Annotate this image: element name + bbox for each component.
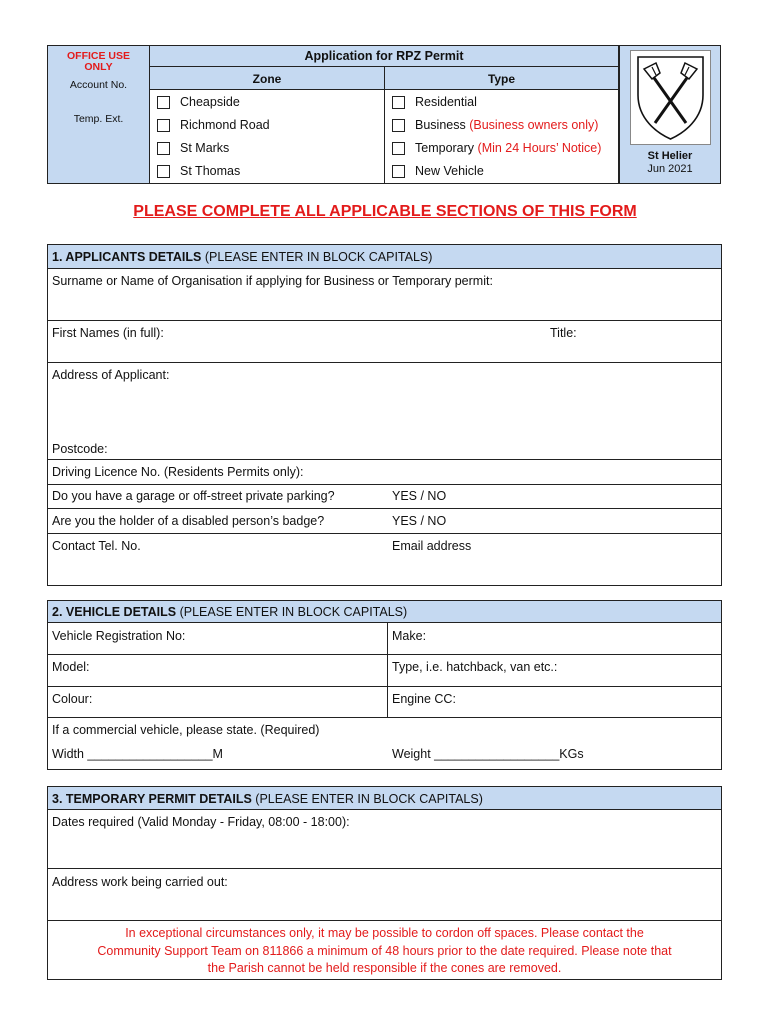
address-field[interactable] bbox=[48, 384, 721, 438]
divider bbox=[48, 686, 721, 687]
model-label: Model: bbox=[52, 660, 90, 674]
divider bbox=[48, 508, 721, 509]
commercial-label: If a commercial vehicle, please state. (Required) bbox=[52, 723, 320, 737]
notice-line-3: the Parish cannot be held responsible if the cones are removed. bbox=[207, 961, 562, 975]
email-label: Email address bbox=[392, 539, 472, 553]
licence-label: Driving Licence No. (Residents Permits only): bbox=[52, 465, 304, 479]
notice-line-2: Community Support Team on 811866 a minimum of 48 hours prior to the date required. Please note that bbox=[97, 944, 672, 958]
weight-label[interactable]: Weight __________________KGs bbox=[392, 747, 584, 761]
divider bbox=[48, 717, 721, 718]
engine-label: Engine CC: bbox=[392, 692, 456, 706]
type-residential-label: Residential bbox=[415, 95, 477, 109]
zone-st-thomas-checkbox[interactable] bbox=[157, 165, 170, 178]
zone-st-marks-checkbox[interactable] bbox=[157, 142, 170, 155]
reg-label: Vehicle Registration No: bbox=[52, 629, 186, 643]
make-label: Make: bbox=[392, 629, 427, 643]
address-label: Address of Applicant: bbox=[52, 368, 170, 382]
section-temporary-header: 3. TEMPORARY PERMIT DETAILS (PLEASE ENTER IN BLOCK CAPITALS) bbox=[48, 787, 721, 810]
garage-answer[interactable]: YES / NO bbox=[392, 489, 447, 503]
divider bbox=[48, 533, 721, 534]
tel-field[interactable] bbox=[48, 556, 383, 584]
zone-cheapside-checkbox[interactable] bbox=[157, 96, 170, 109]
zone-st-thomas-label: St Thomas bbox=[180, 164, 241, 178]
type-business-checkbox[interactable] bbox=[392, 119, 405, 132]
crossed-axes-shield-icon bbox=[634, 53, 707, 142]
section-applicants-header: 1. APPLICANTS DETAILS (PLEASE ENTER IN BLOCK CAPITALS) bbox=[48, 245, 721, 269]
divider bbox=[48, 920, 721, 921]
badge-question: Are you the holder of a disabled person’s badge? bbox=[52, 514, 325, 528]
tel-label: Contact Tel. No. bbox=[52, 539, 141, 553]
section-vehicle bbox=[47, 600, 722, 770]
garage-question: Do you have a garage or off-street private parking? bbox=[52, 489, 335, 503]
work-address-label: Address work being carried out: bbox=[52, 875, 228, 889]
zone-cheapside-label: Cheapside bbox=[180, 95, 240, 109]
zone-header: Zone bbox=[252, 72, 282, 86]
type-temporary-checkbox[interactable] bbox=[392, 142, 405, 155]
notice-line-1: In exceptional circumstances only, it may be possible to cordon off spaces. Please contact the bbox=[125, 926, 644, 940]
postcode-label: Postcode: bbox=[52, 442, 108, 456]
type-business-note: (Business owners only) bbox=[469, 118, 599, 132]
instruction-banner: PLEASE COMPLETE ALL APPLICABLE SECTIONS OF THIS FORM bbox=[133, 203, 637, 220]
first-names-label: First Names (in full): bbox=[52, 326, 164, 340]
divider bbox=[48, 484, 721, 485]
divider bbox=[48, 868, 721, 869]
badge-answer[interactable]: YES / NO bbox=[392, 514, 447, 528]
crest-name: St Helier bbox=[647, 150, 693, 162]
divider bbox=[48, 654, 721, 655]
type-temporary-note: (Min 24 Hours’ Notice) bbox=[477, 141, 602, 155]
dates-label: Dates required (Valid Monday - Friday, 08:00 - 18:00): bbox=[52, 815, 350, 829]
title-label: Title: bbox=[550, 326, 577, 340]
title-field[interactable] bbox=[548, 342, 718, 362]
first-names-field[interactable] bbox=[48, 342, 543, 362]
type-new-vehicle-label: New Vehicle bbox=[415, 164, 484, 178]
temp-ext-label: Temp. Ext. bbox=[73, 113, 124, 125]
type-business-label: Business (Business owners only) bbox=[415, 118, 599, 132]
dates-field[interactable] bbox=[48, 832, 721, 868]
surname-label: Surname or Name of Organisation if applying for Business or Temporary permit: bbox=[52, 274, 493, 288]
surname-field[interactable] bbox=[48, 290, 721, 320]
colour-label: Colour: bbox=[52, 692, 93, 706]
divider bbox=[48, 320, 721, 321]
vehicle-type-label: Type, i.e. hatchback, van etc.: bbox=[392, 660, 558, 674]
type-temporary-label: Temporary (Min 24 Hours’ Notice) bbox=[415, 141, 602, 155]
zone-richmond-road-label: Richmond Road bbox=[180, 118, 270, 132]
divider bbox=[387, 623, 388, 718]
crest-date: Jun 2021 bbox=[647, 163, 693, 175]
zone-st-marks-label: St Marks bbox=[180, 141, 230, 155]
email-field[interactable] bbox=[388, 556, 718, 584]
type-new-vehicle-checkbox[interactable] bbox=[392, 165, 405, 178]
office-use-title: OFFICE USE ONLY bbox=[67, 50, 131, 73]
account-no-label: Account No. bbox=[69, 79, 128, 91]
work-address-field[interactable] bbox=[48, 892, 721, 920]
type-residential-checkbox[interactable] bbox=[392, 96, 405, 109]
divider bbox=[48, 362, 721, 363]
permit-title: Application for RPZ Permit bbox=[304, 49, 464, 63]
width-label[interactable]: Width __________________M bbox=[52, 747, 223, 761]
type-header: Type bbox=[487, 72, 516, 86]
zone-richmond-road-checkbox[interactable] bbox=[157, 119, 170, 132]
divider bbox=[48, 459, 721, 460]
section-vehicle-header: 2. VEHICLE DETAILS (PLEASE ENTER IN BLOCK CAPITALS) bbox=[48, 601, 721, 623]
